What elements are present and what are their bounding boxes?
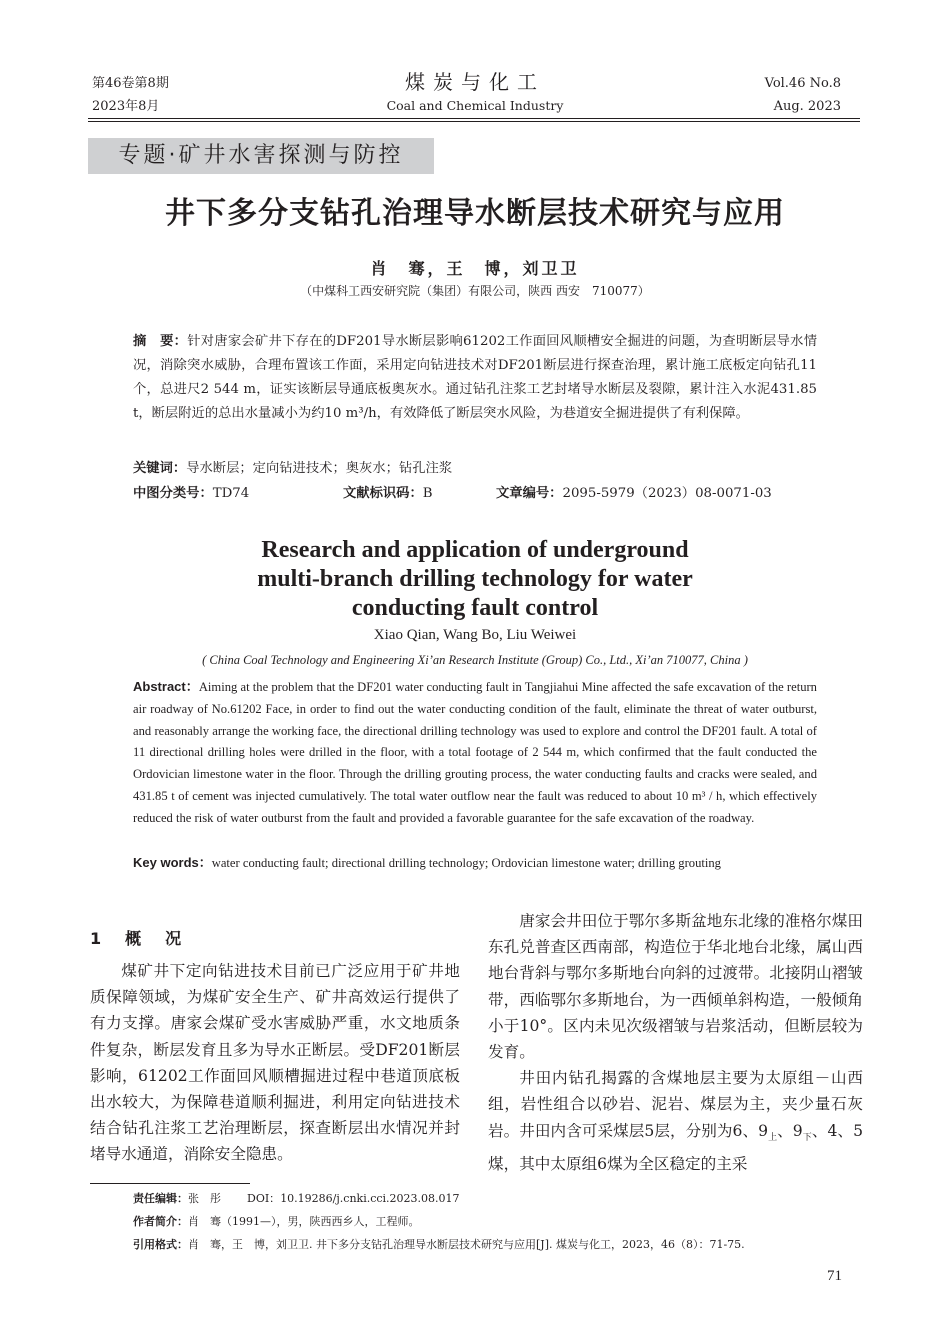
body-right-column (488, 908, 863, 1177)
doc-code-value: B (422, 486, 433, 501)
right-paragraph-2-part-b: 、9 (777, 1121, 803, 1140)
header-date-cn: 2023年8月 (92, 99, 160, 114)
keywords-cn (133, 458, 817, 480)
title-en-line1: Research and application of underground (261, 537, 689, 563)
keywords-en-text: water conducting fault; directional drilling technology; Ordovician limestone water; drilling grouting (211, 856, 721, 870)
keywords-en-label: Key words： (133, 855, 212, 870)
keywords-en (133, 852, 817, 874)
journal-name-en: Coal and Chemical Industry (386, 98, 564, 113)
right-paragraph-2-part-c: 、4、5煤，其中太原组6煤为全区稳定的主采 (488, 1121, 863, 1173)
paper-title-cn: 井下多分支钻孔治理导水断层技术研究与应用 (165, 196, 785, 231)
article-number (496, 483, 772, 505)
citation-text: 肖 骞，王 博，刘卫卫. 井下多分支钻孔治理导水断层技术研究与应用[J]. 煤炭与化工，2023，46（8）：71-75. (188, 1238, 745, 1251)
clc-label: 中图分类号： (133, 486, 213, 501)
abstract-en-label: Abstract： (133, 679, 199, 694)
section-1-heading: 1 概 况 (90, 929, 186, 948)
affiliation-en: ( China Coal Technology and Engineering Xi’an Research Institute (Group) Co., Ltd., Xi’an 710077, China ) (202, 653, 748, 667)
abstract-en-text: Aiming at the problem that the DF201 water conducting fault in Tangjiahui Mine affected the safe excavation of the return air roadway of No.61202 Face, in order to find out the water conducting condition of the fault, eliminate the threat of water outburst, and reasonably arrange the working face, the directional drilling technology was used to explore and control the DF201 fault. A total of 11 directional drilling holes were drilled in the floor, with a total footage of 2 544 m, which confirmed that the fault conducted the Ordovician limestone water in the floor. Through the drilling grouting process, the water conducting faults and cracks were sealed, and 431.85 t of cement was injected cumulatively. The total water outflow near the fault was reduced to about 10 m³ / h, which effectively reduced the risk of water outburst from the fault and provided a favorable guarantee for the safe excavation of the roadway. (133, 680, 817, 825)
right-paragraph-2-part-a: 井田内钻孔揭露的含煤地层主要为太原组－山西组，岩性组合以砂岩、泥岩、煤层为主，夹少量石灰岩。井田内含可采煤层5层，分别为6、9 (488, 1069, 863, 1140)
right-paragraph-1: 唐家会井田位于鄂尔多斯盆地东北缘的准格尔煤田东孔兑普查区西南部，构造位于华北地台北缘，属山西地台背斜与鄂尔多斯地台向斜的过渡带。北接阴山褶皱带，西临鄂尔多斯地台，为一西倾单斜构造，一般倾角小于10°。区内未见次级褶皱与岩浆活动，但断层较为发育。 (488, 912, 863, 1062)
paper-title-en (0, 536, 950, 623)
right-paragraph-2 (488, 1065, 863, 1177)
subscript-upper: 上 (768, 1132, 778, 1143)
abstract-cn-text: 针对唐家会矿井下存在的DF201导水断层影响61202工作面回风顺槽安全掘进的问题，为查明断层导水情况，消除突水威胁，合理布置该工作面，采用定向钻进技术对DF201断层进行探查治理，累计施工底板定向钻孔11个，总进尺2 544 m，证实该断层导通底板奥灰水。通过钻孔注浆工艺封堵导水断层及裂隙，累计注入水泥431.85 t，断层附近的总出水量减小为约10 m³/h，有效降低了断层突水风险，为巷道安全掘进提供了有利保障。 (133, 334, 817, 421)
abstract-cn (133, 330, 817, 426)
header-volume-en: Vol.46 No.8 (764, 76, 841, 91)
title-en-line2: multi-branch drilling technology for water (257, 566, 693, 592)
subscript-lower: 下 (802, 1132, 812, 1143)
footnote-rule (90, 1183, 250, 1184)
editor-label: 责任编辑： (133, 1192, 188, 1205)
article-number-value: 2095-5979（2023）08-0071-03 (562, 486, 772, 501)
keywords-cn-label: 关键词： (133, 461, 187, 476)
affiliation-cn: （中煤科工西安研究院（集团）有限公司，陕西 西安 710077） (300, 284, 650, 298)
body-left-column (90, 958, 460, 1168)
authors-cn: 肖 骞，王 博，刘卫卫 (370, 259, 580, 278)
footnote-author-bio (133, 1213, 853, 1231)
keywords-cn-text: 导水断层；定向钻进技术；奥灰水；钻孔注浆 (186, 461, 453, 476)
authors-en: Xiao Qian, Wang Bo, Liu Weiwei (373, 627, 577, 643)
doc-code-label: 文献标识码： (343, 486, 423, 501)
abstract-cn-label: 摘 要： (133, 334, 188, 349)
page-number: 71 (827, 1268, 842, 1284)
doc-code (343, 483, 433, 505)
section-tag: 专题·矿井水害探测与防控 (88, 138, 434, 174)
article-number-label: 文章编号： (496, 486, 563, 501)
header-volume-cn: 第46卷第8期 (92, 76, 169, 91)
header-date-en: Aug. 2023 (773, 99, 841, 114)
clc-number (133, 483, 249, 505)
journal-name-cn: 煤炭与化工 (405, 70, 545, 94)
abstract-en (133, 676, 817, 830)
header-rule-thick (88, 118, 860, 119)
section-1-paragraph-1: 煤矿井下定向钻进技术目前已广泛应用于矿井地质保障领域，为煤矿安全生产、矿井高效运行提供了有力支撑。唐家会煤矿受水害威胁严重，水文地质条件复杂，断层发育且多为导水正断层。受DF201断层影响，61202工作面回风顺槽掘进过程中巷道顶底板出水较大，为保障巷道顺利掘进，利用定向钻进技术结合钻孔注浆工艺治理断层，探查断层出水情况并封堵导水通道，消除安全隐患。 (90, 962, 460, 1164)
title-en-line3: conducting fault control (351, 595, 599, 621)
doi-label: DOI： (247, 1192, 281, 1205)
doi-value: 10.19286/j.cnki.cci.2023.08.017 (280, 1192, 460, 1205)
author-bio-text: 肖 骞（1991—），男，陕西西乡人，工程师。 (188, 1215, 420, 1228)
footnote-citation (133, 1236, 853, 1254)
editor-name: 张 彤 (188, 1192, 221, 1205)
header-rule-thin (88, 121, 860, 122)
author-bio-label: 作者简介： (133, 1215, 188, 1228)
footnote-editor-doi (133, 1190, 853, 1208)
clc-value: TD74 (212, 486, 250, 501)
citation-label: 引用格式： (133, 1238, 188, 1251)
